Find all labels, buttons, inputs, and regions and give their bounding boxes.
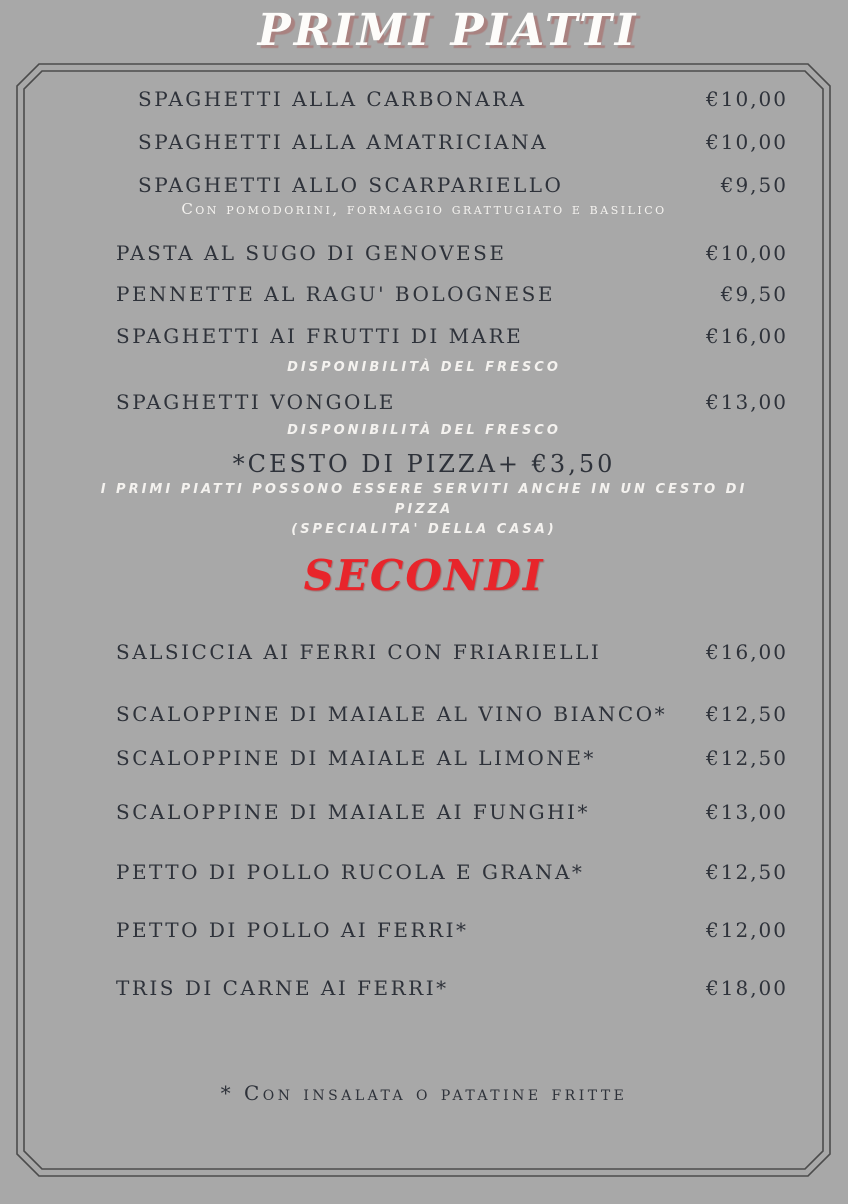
menu-item-row	[0, 701, 848, 727]
item-price: €16,00	[706, 639, 788, 664]
pizza-basket-note: I PRIMI PIATTI POSSONO ESSERE SERVITI ANCHE IN UN CESTO DI PIZZA	[100, 482, 748, 517]
item-name: SPAGHETTI ALLA AMATRICIANA	[138, 130, 549, 154]
item-price: €10,00	[706, 87, 788, 111]
menu-item-row	[0, 172, 848, 198]
item-price: €12,00	[706, 917, 788, 942]
menu-item-row	[0, 859, 848, 885]
item-name: TRIS DI CARNE AI FERRI*	[116, 975, 449, 1000]
item-name: PENNETTE AL RAGU' BOLOGNESE	[116, 282, 555, 306]
sides-footnote: * Con insalata o patatine fritte	[220, 1080, 628, 1105]
pizza-basket-line: *CESTO DI PIZZA+ €3,50	[232, 450, 616, 478]
item-price: €9,50	[720, 282, 788, 306]
menu-item-row	[0, 86, 848, 112]
secondi-title: SECONDI	[303, 551, 545, 600]
item-name: PETTO DI POLLO RUCOLA E GRANA*	[116, 859, 585, 884]
item-note: Con pomodorini, formaggio grattugiato e basilico	[181, 200, 667, 218]
menu-item-row	[0, 917, 848, 943]
item-name: SPAGHETTI VONGOLE	[116, 390, 396, 414]
item-name: PETTO DI POLLO AI FERRI*	[116, 917, 469, 942]
item-price: €13,00	[706, 390, 788, 414]
item-name: SPAGHETTI AI FRUTTI DI MARE	[116, 324, 524, 348]
item-name: SALSICCIA AI FERRI CON FRIARIELLI	[116, 639, 602, 664]
item-price: €12,50	[706, 859, 788, 884]
menu-content	[0, 58, 848, 1105]
menu-item-row	[0, 639, 848, 665]
item-price: €18,00	[706, 975, 788, 1000]
menu-item-row	[0, 745, 848, 771]
item-price: €12,50	[706, 745, 788, 770]
item-price: €13,00	[706, 799, 788, 824]
item-name: SPAGHETTI ALLO SCARPARIELLO	[138, 173, 564, 197]
item-price: €10,00	[706, 130, 788, 154]
item-price: €10,00	[706, 241, 788, 265]
menu-item-row	[0, 975, 848, 1001]
menu-item-row	[0, 799, 848, 825]
item-name: SCALOPPINE DI MAIALE AL VINO BIANCO*	[116, 701, 668, 726]
fresh-availability-note: DISPONIBILITÀ DEL FRESCO	[287, 360, 561, 375]
primi-piatti-title: PRIMI PIATTI	[257, 5, 639, 56]
pizza-basket-subnote: (SPECIALITA' DELLA CASA)	[291, 522, 557, 537]
item-price: €9,50	[720, 173, 788, 197]
menu-item-row	[0, 281, 848, 307]
menu-page	[0, 4, 848, 1204]
item-name: SCALOPPINE DI MAIALE AI FUNGHI*	[116, 799, 590, 824]
item-price: €16,00	[706, 324, 788, 348]
menu-item-row	[0, 129, 848, 155]
item-price: €12,50	[706, 701, 788, 726]
fresh-availability-note: DISPONIBILITÀ DEL FRESCO	[287, 423, 561, 438]
menu-item-row	[0, 240, 848, 266]
item-name: PASTA AL SUGO DI GENOVESE	[116, 241, 507, 265]
menu-item-row	[0, 389, 848, 415]
item-name: SCALOPPINE DI MAIALE AL LIMONE*	[116, 745, 596, 770]
menu-item-row	[0, 323, 848, 349]
item-name: SPAGHETTI ALLA CARBONARA	[138, 87, 527, 111]
